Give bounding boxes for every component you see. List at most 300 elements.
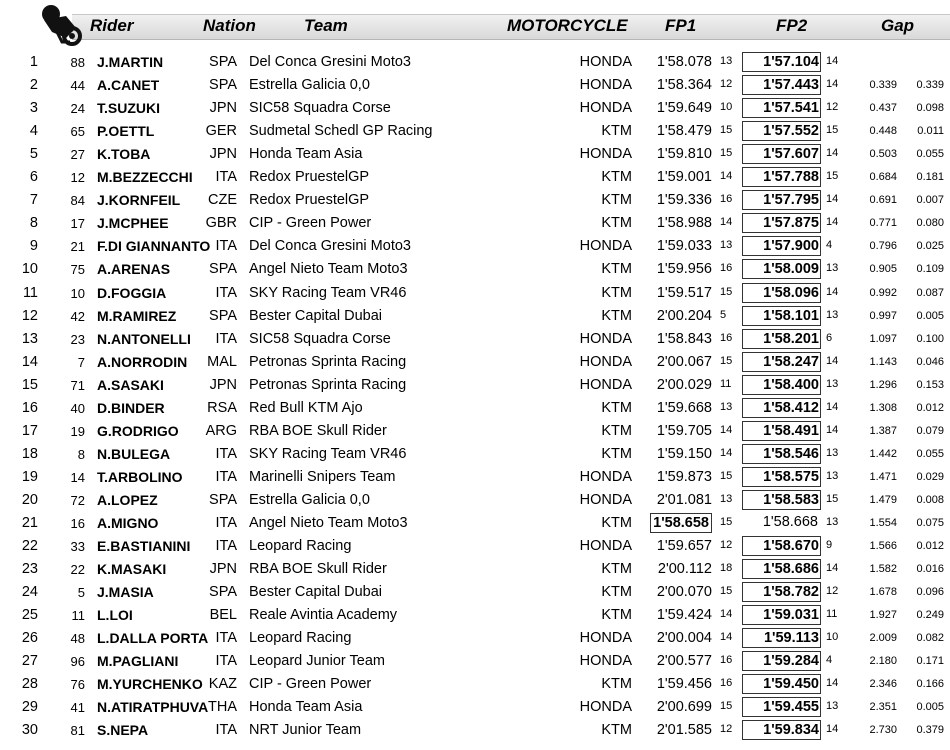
fp2-lap: 13 (826, 262, 839, 275)
nation-code: ITA (215, 238, 237, 255)
fp1-lap: 15 (720, 354, 733, 367)
rider-number: 5 (77, 585, 85, 601)
team-name: Marinelli Snipers Team (249, 468, 396, 485)
table-row (0, 581, 950, 604)
nation-code: JPN (209, 100, 237, 117)
rider-name: E.BASTIANINI (97, 538, 191, 555)
team-name: Estrella Galicia 0,0 (249, 491, 370, 508)
fp1-lap: 15 (720, 469, 733, 482)
fp2-time: 1'57.795 (742, 190, 821, 210)
motorcycle-make: HONDA (579, 491, 632, 508)
rider-name: N.ANTONELLI (97, 330, 191, 347)
fp2-lap: 15 (826, 170, 839, 183)
fp1-lap: 13 (720, 492, 733, 505)
motorcycle-make: KTM (601, 422, 632, 439)
fp1-time: 1'59.956 (656, 261, 712, 278)
fp2-time: 1'58.583 (742, 490, 821, 510)
rider-number: 40 (70, 400, 85, 416)
fp2-lap: 13 (826, 700, 839, 713)
position: 13 (21, 330, 38, 347)
header-team: Team (304, 16, 348, 35)
rider-name: A.CANET (97, 77, 160, 94)
fp2-lap: 10 (826, 631, 839, 644)
team-name: SKY Racing Team VR46 (249, 445, 407, 462)
position: 11 (22, 284, 38, 301)
table-row (0, 143, 950, 166)
team-name: Sudmetal Schedl GP Racing (249, 123, 433, 140)
nation-code: ITA (215, 538, 237, 555)
gap-to-leader: 1.296 (869, 378, 897, 391)
table-row (0, 74, 950, 97)
rider-number: 11 (71, 608, 85, 624)
table-row (0, 696, 950, 719)
fp2-time: 1'58.575 (742, 467, 821, 487)
fp1-time: 1'59.810 (656, 146, 712, 163)
gap-to-previous: 0.008 (916, 493, 944, 506)
nation-code: SPA (209, 307, 237, 324)
rider-name: N.ATIRATPHUVA (97, 699, 209, 716)
fp2-time: 1'57.104 (742, 52, 821, 72)
motorcycle-make: KTM (601, 123, 632, 140)
table-row (0, 627, 950, 650)
nation-code: ITA (215, 653, 237, 670)
table-row (0, 212, 950, 235)
fp2-time: 1'59.284 (742, 651, 821, 671)
nation-code: CZE (208, 192, 237, 209)
motorcycle-make: KTM (601, 399, 632, 416)
team-name: SKY Racing Team VR46 (249, 284, 407, 301)
fp1-time: 1'59.668 (656, 399, 712, 416)
fp1-lap: 13 (720, 55, 733, 67)
nation-code: ITA (215, 468, 237, 485)
fp2-time: 1'59.113 (742, 628, 821, 648)
position: 26 (21, 630, 38, 647)
fp1-lap: 14 (720, 423, 733, 436)
rider-number: 96 (70, 654, 85, 670)
rider-number: 48 (70, 631, 85, 647)
fp2-time: 1'58.201 (742, 329, 821, 349)
motorcycle-make: HONDA (579, 376, 632, 393)
team-name: Bester Capital Dubai (249, 584, 382, 601)
nation-code: MAL (207, 353, 237, 370)
fp2-time: 1'58.491 (742, 421, 821, 441)
gap-to-leader: 1.927 (869, 609, 897, 622)
fp1-time: 1'59.001 (656, 169, 712, 186)
gap-to-leader: 1.479 (869, 493, 897, 506)
header-nation: Nation (203, 16, 256, 35)
fp2-lap: 14 (826, 723, 839, 736)
rider-name: F.DI GIANNANTO (97, 238, 211, 255)
rider-name: J.MARTIN (97, 54, 164, 70)
table-row (0, 466, 950, 489)
fp2-time: 1'58.686 (742, 559, 821, 579)
nation-code: GER (205, 123, 237, 140)
gap-to-previous: 0.109 (916, 263, 944, 276)
fp2-lap: 14 (826, 78, 839, 91)
position: 4 (29, 123, 38, 140)
nation-code: ITA (215, 284, 237, 301)
table-row (0, 650, 950, 673)
rider-number: 72 (70, 492, 85, 508)
team-name: RBA BOE Skull Rider (249, 422, 387, 439)
rider-number: 71 (70, 377, 85, 393)
gap-to-previous: 0.087 (916, 286, 944, 299)
motorcycle-make: KTM (601, 607, 632, 624)
table-row (0, 673, 950, 696)
motorcycle-make: HONDA (579, 653, 632, 670)
fp1-time: 1'59.649 (656, 100, 712, 117)
gap-to-leader: 2.351 (869, 701, 897, 714)
fp2-lap: 14 (826, 354, 839, 367)
fp2-time: 1'58.412 (742, 398, 821, 418)
gap-to-previous: 0.055 (916, 148, 944, 161)
fp1-time: 1'59.033 (656, 238, 712, 255)
fp2-lap: 4 (826, 654, 833, 667)
fp2-lap: 13 (826, 377, 839, 390)
gap-to-leader: 0.905 (869, 263, 897, 276)
rider-name: A.MIGNO (97, 515, 159, 531)
rider-name: M.YURCHENKO (97, 676, 203, 693)
table-row (0, 51, 950, 74)
nation-code: ITA (215, 515, 237, 531)
fp1-lap: 14 (720, 446, 733, 459)
fp1-lap: 10 (720, 101, 733, 114)
gap-to-previous: 0.098 (916, 102, 944, 115)
nation-code: SPA (209, 491, 237, 508)
fp2-lap: 9 (826, 539, 833, 552)
fp1-time: 1'59.705 (656, 422, 712, 439)
gap-to-leader: 1.566 (869, 540, 897, 553)
rider-name: K.TOBA (97, 146, 151, 163)
nation-code: ITA (215, 445, 237, 462)
motorcycle-make: KTM (601, 261, 632, 278)
rider-name: T.SUZUKI (97, 100, 160, 117)
gap-to-leader: 0.448 (869, 125, 897, 138)
table-row (0, 97, 950, 120)
fp1-time: 1'58.078 (656, 54, 712, 70)
fp2-time: 1'59.834 (742, 720, 821, 740)
fp1-time: 2'00.204 (656, 307, 712, 324)
header-fp1: FP1 (665, 16, 697, 35)
fp2-time: 1'58.668 (762, 514, 818, 530)
gap-to-leader: 0.339 (869, 79, 897, 92)
gap-to-leader: 0.503 (869, 148, 897, 161)
fp1-time: 1'59.456 (656, 676, 712, 693)
rider-name: M.RAMIREZ (97, 307, 177, 324)
fp1-lap: 11 (720, 377, 732, 390)
rider-number: 10 (70, 285, 85, 301)
rider-number: 41 (70, 700, 85, 716)
nation-code: JPN (209, 146, 237, 163)
table-row (0, 443, 950, 466)
gap-to-leader: 1.678 (869, 586, 897, 599)
motorcycle-make: HONDA (579, 100, 632, 117)
rider-name: K.MASAKI (97, 561, 167, 578)
fp2-time: 1'59.455 (742, 697, 821, 717)
table-row (0, 397, 950, 420)
position: 22 (21, 538, 38, 555)
rider-name: J.KORNFEIL (97, 192, 181, 209)
motorcycle-make: HONDA (579, 238, 632, 255)
nation-code: ITA (215, 630, 237, 647)
motorcycle-make: KTM (601, 676, 632, 693)
rider-number: 88 (70, 55, 85, 70)
table-row (0, 374, 950, 397)
rider-name: A.LOPEZ (97, 491, 158, 508)
fp2-time: 1'58.101 (742, 306, 821, 326)
gap-to-previous: 0.379 (916, 724, 944, 737)
table-row (0, 258, 950, 281)
nation-code: SPA (209, 584, 237, 601)
fp2-lap: 4 (826, 239, 833, 252)
motorcycle-make: KTM (601, 215, 632, 232)
gap-to-leader: 2.009 (869, 632, 897, 645)
fp2-time: 1'57.875 (742, 213, 821, 233)
rider-name: T.ARBOLINO (97, 468, 183, 485)
position: 24 (21, 584, 38, 601)
team-name: Bester Capital Dubai (249, 307, 382, 324)
position: 2 (29, 77, 38, 94)
fp2-lap: 14 (826, 400, 839, 413)
fp1-time: 1'58.479 (656, 123, 712, 140)
gap-to-leader: 2.730 (869, 724, 897, 737)
rider-name: M.PAGLIANI (97, 653, 179, 670)
rider-number: 44 (70, 78, 85, 94)
fp1-time: 1'59.424 (656, 607, 712, 624)
rider-number: 84 (70, 193, 85, 209)
motorcycle-make: HONDA (579, 330, 632, 347)
gap-to-previous: 0.181 (916, 171, 944, 184)
team-name: RBA BOE Skull Rider (249, 561, 387, 578)
fp1-time: 2'00.070 (656, 584, 712, 601)
fp2-lap: 14 (826, 193, 839, 206)
team-name: CIP - Green Power (249, 215, 372, 232)
nation-code: SPA (209, 261, 237, 278)
team-name: Leopard Racing (249, 538, 352, 555)
fp1-lap: 14 (720, 631, 733, 644)
fp1-lap: 15 (720, 700, 733, 713)
fp1-lap: 14 (720, 608, 733, 621)
table-row (0, 512, 950, 535)
gap-to-previous: 0.011 (917, 125, 944, 138)
gap-to-previous: 0.012 (916, 401, 944, 414)
fp2-time: 1'57.607 (742, 144, 821, 164)
rider-number: 76 (70, 677, 85, 693)
gap-to-leader: 1.471 (869, 470, 897, 483)
header-rider: Rider (90, 16, 134, 35)
rider-name: P.OETTL (97, 123, 155, 140)
position: 20 (21, 491, 38, 508)
motorcycle-make: KTM (601, 169, 632, 186)
rider-name: J.MCPHEE (97, 215, 169, 232)
position: 14 (21, 353, 38, 370)
fp2-lap: 11 (826, 608, 838, 621)
table-row (0, 328, 950, 351)
gap-to-leader: 0.796 (869, 240, 897, 253)
motorcycle-make: HONDA (579, 77, 632, 94)
gap-to-previous: 0.339 (916, 79, 944, 92)
fp1-time: 1'59.336 (656, 192, 712, 209)
fp2-time: 1'58.009 (742, 259, 821, 279)
team-name: Red Bull KTM Ajo (249, 399, 363, 416)
motorcycle-make: KTM (601, 515, 632, 531)
fp2-time: 1'57.900 (742, 236, 821, 256)
fp1-time: 1'59.657 (656, 538, 712, 555)
rider-number: 14 (70, 469, 85, 485)
motorcycle-make: KTM (601, 307, 632, 324)
gap-to-previous: 0.080 (916, 217, 944, 230)
fp2-time: 1'58.782 (742, 582, 821, 602)
nation-code: JPN (209, 376, 237, 393)
rider-number: 17 (70, 216, 85, 232)
gap-to-leader: 0.997 (869, 309, 897, 322)
position: 23 (21, 561, 38, 578)
fp1-lap: 14 (720, 216, 733, 229)
position: 8 (29, 215, 38, 232)
fp2-time: 1'57.443 (742, 75, 821, 95)
fp2-lap: 15 (826, 492, 839, 505)
gap-to-previous: 0.055 (916, 447, 944, 460)
position: 12 (21, 307, 38, 324)
position: 30 (21, 722, 38, 739)
fp2-lap: 13 (826, 446, 839, 459)
fp2-time: 1'58.096 (742, 283, 821, 303)
fp1-time: 1'58.364 (656, 77, 712, 94)
fp2-time: 1'58.247 (742, 352, 821, 372)
header-motorcycle: MOTORCYCLE (507, 16, 628, 35)
fp1-lap: 15 (720, 585, 733, 598)
motorcycle-make: HONDA (579, 468, 632, 485)
position: 10 (21, 261, 38, 278)
header-fp2: FP2 (776, 16, 808, 35)
nation-code: GBR (205, 215, 237, 232)
gap-to-previous: 0.171 (916, 655, 944, 668)
fp1-lap: 16 (720, 262, 733, 275)
fp1-time: 1'59.873 (656, 468, 712, 485)
fp1-lap: 12 (720, 723, 733, 736)
nation-code: ITA (215, 169, 237, 186)
gap-to-leader: 1.097 (869, 332, 897, 345)
table-row (0, 189, 950, 212)
nation-code: BEL (209, 607, 237, 624)
rider-name: D.FOGGIA (97, 284, 167, 301)
gap-to-leader: 0.437 (869, 102, 897, 115)
fp2-time: 1'57.788 (742, 167, 821, 187)
nation-code: ITA (215, 330, 237, 347)
rider-number: 21 (70, 239, 85, 255)
gap-to-leader: 1.143 (869, 355, 897, 368)
fp1-time: 1'58.843 (656, 330, 712, 347)
team-name: NRT Junior Team (249, 722, 362, 739)
table-row (0, 558, 950, 581)
gap-to-leader: 0.684 (869, 171, 897, 184)
motorcycle-make: HONDA (579, 146, 632, 163)
position: 3 (29, 100, 38, 117)
fp2-time: 1'58.400 (742, 375, 821, 395)
rider-name: G.RODRIGO (97, 422, 179, 439)
fp1-time: 1'58.658 (650, 513, 712, 533)
rider-number: 75 (70, 262, 85, 278)
gap-to-leader: 0.771 (869, 217, 897, 230)
rider-number: 22 (70, 562, 85, 578)
nation-code: RSA (207, 399, 237, 416)
fp1-time: 1'59.517 (656, 284, 712, 301)
rider-name: M.BEZZECCHI (97, 169, 193, 186)
position: 9 (29, 238, 38, 255)
rider-number: 81 (70, 723, 85, 739)
fp1-lap: 14 (720, 170, 733, 183)
gap-to-previous: 0.029 (916, 470, 944, 483)
position: 7 (29, 192, 38, 209)
table-row (0, 351, 950, 374)
team-name: Petronas Sprinta Racing (249, 353, 407, 370)
motorcycle-rider-icon (36, 2, 86, 46)
gap-to-leader: 1.554 (869, 517, 897, 529)
fp2-time: 1'59.450 (742, 674, 821, 694)
motorcycle-make: KTM (601, 445, 632, 462)
nation-code: SPA (209, 54, 237, 70)
fp2-lap: 14 (826, 423, 839, 436)
position: 6 (29, 169, 38, 186)
fp1-time: 2'00.112 (657, 561, 712, 578)
position: 1 (29, 54, 38, 70)
table-row (0, 166, 950, 189)
fp2-time: 1'57.552 (742, 121, 821, 141)
team-name: Leopard Junior Team (249, 653, 385, 670)
fp1-lap: 16 (720, 677, 733, 690)
gap-to-leader: 2.180 (869, 655, 897, 668)
motorcycle-make: KTM (601, 192, 632, 209)
gap-to-previous: 0.005 (916, 309, 944, 322)
nation-code: ARG (205, 422, 237, 439)
rider-number: 7 (77, 354, 85, 370)
position: 5 (29, 146, 38, 163)
fp1-time: 2'00.699 (656, 699, 712, 716)
fp1-time: 1'59.150 (656, 445, 712, 462)
rider-number: 42 (70, 308, 85, 324)
fp1-lap: 15 (720, 516, 733, 528)
gap-to-leader: 1.387 (869, 424, 897, 437)
rider-name: L.LOI (97, 607, 133, 624)
gap-to-previous: 0.016 (916, 563, 944, 576)
team-name: SIC58 Squadra Corse (249, 100, 391, 117)
table-row (0, 282, 950, 305)
fp2-lap: 14 (826, 55, 839, 67)
team-name: Reale Avintia Academy (249, 607, 398, 624)
team-name: Petronas Sprinta Racing (249, 376, 407, 393)
nation-code: SPA (209, 77, 237, 94)
motorcycle-make: KTM (601, 284, 632, 301)
fp1-time: 2'00.067 (656, 353, 712, 370)
rider-number: 8 (77, 446, 85, 462)
rider-number: 33 (70, 539, 85, 555)
gap-to-previous: 0.249 (916, 609, 944, 622)
gap-to-previous: 0.005 (916, 701, 944, 714)
fp2-lap: 13 (826, 516, 839, 528)
fp2-lap: 14 (826, 285, 839, 298)
motorcycle-make: HONDA (579, 538, 632, 555)
nation-code: JPN (209, 561, 237, 578)
team-name: SIC58 Squadra Corse (249, 330, 391, 347)
rider-number: 24 (70, 101, 85, 117)
fp2-lap: 14 (826, 216, 839, 229)
gap-to-previous: 0.082 (916, 632, 944, 645)
rider-number: 23 (70, 331, 85, 347)
motorcycle-make: KTM (601, 584, 632, 601)
rider-name: A.ARENAS (97, 261, 171, 278)
team-name: Del Conca Gresini Moto3 (249, 238, 411, 255)
motorcycle-make: HONDA (579, 630, 632, 647)
